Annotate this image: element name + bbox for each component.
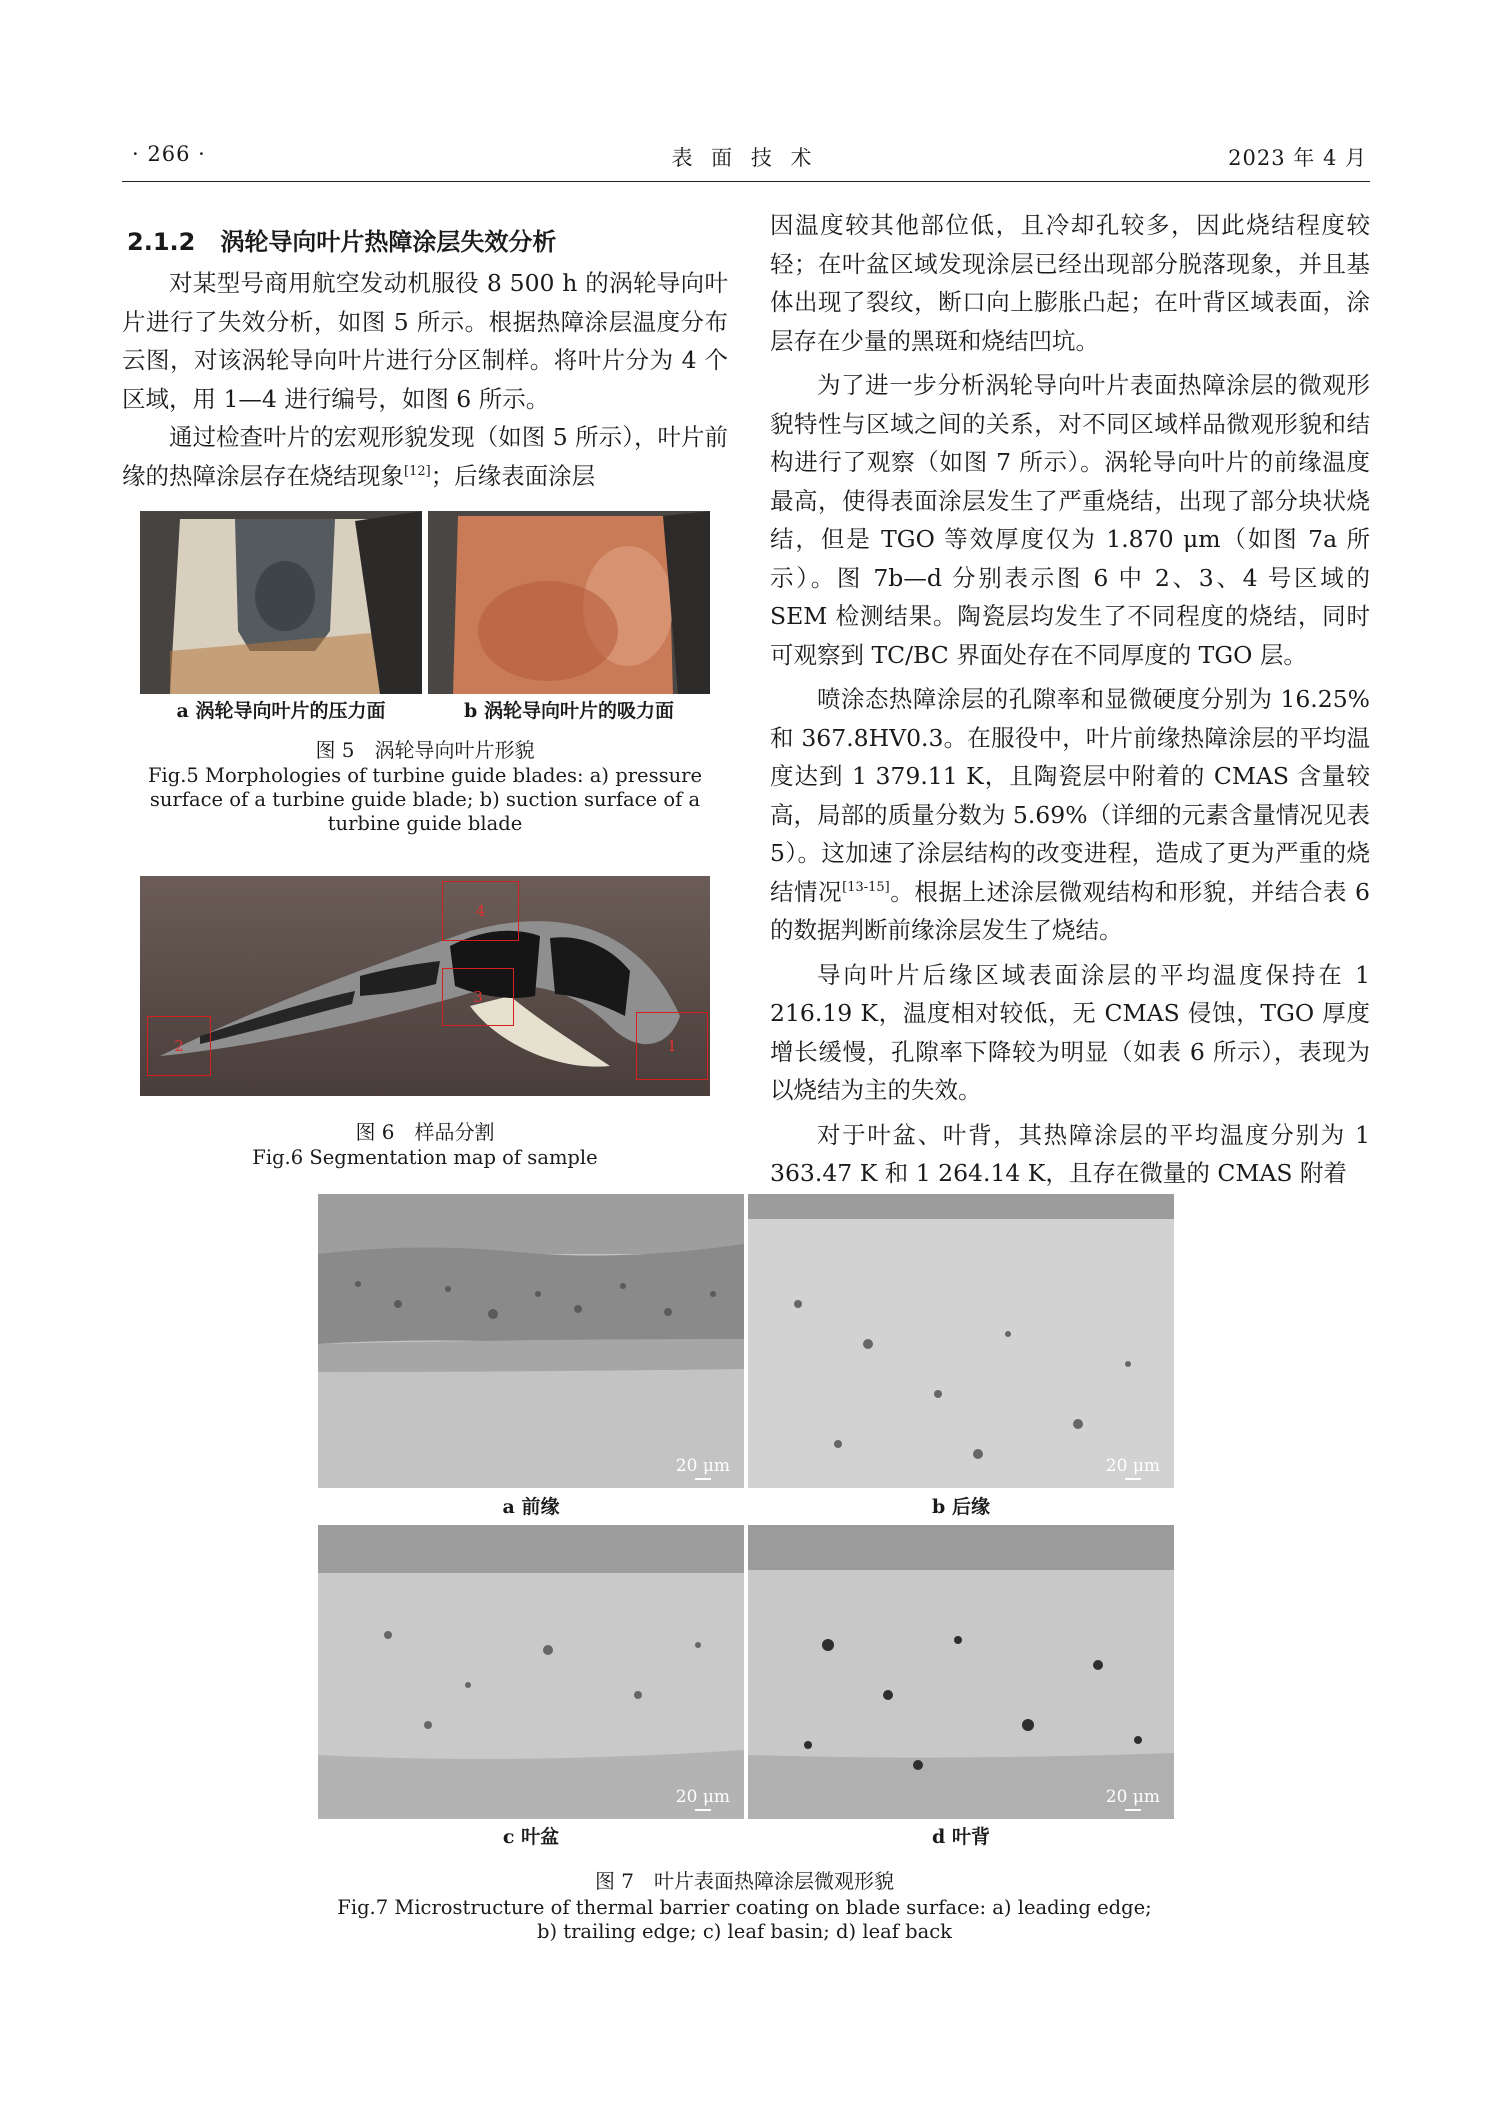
fig5b-photo (428, 511, 710, 694)
blade-pressure-surface-image (140, 511, 422, 694)
paragraph: 通过检查叶片的宏观形貌发现（如图 5 所示），叶片前缘的热障涂层存在烧结现象[12]；后缘表面涂层 (122, 423, 728, 490)
fig7-caption-en-line2: b) trailing edge; c) leaf basin; d) leaf back (536, 1920, 952, 1943)
issue-date: 2023 年 4 月 (1228, 146, 1367, 170)
paragraph: 对于叶盆、叶背，其热障涂层的平均温度分别为 1 363.47 K 和 1 264.14 K，且存在微量的 CMAS 附着 (770, 1120, 1370, 1187)
section-heading (127, 222, 556, 257)
sem-leaf-basin (318, 1525, 744, 1819)
fig6-caption-cn: 图 6 样品分割 (355, 1120, 495, 1144)
scale-bar: 20 μm (676, 1456, 730, 1480)
fig5a-label: a 涡轮导向叶片的压力面 (176, 700, 386, 722)
fig6-caption-en: Fig.6 Segmentation map of sample (252, 1146, 598, 1169)
fig7-caption-en-line1: Fig.7 Microstructure of thermal barrier coating on blade surface: a) leading edge; (337, 1896, 1152, 1919)
blade-cross-section-image (140, 876, 710, 1096)
scale-bar: 20 μm (1106, 1787, 1160, 1811)
paragraph: 为了进一步分析涡轮导向叶片表面热障涂层的微观形貌特性与区域之间的关系，对不同区域样品微观形貌和结构进行了观察（如图 7 所示）。涡轮导向叶片的前缘温度最高，使得表面涂层发生了严重烧结，出现了部分块状烧结，但是 TGO 等效厚度仅为 1.870 μm（如图 7a 所示）。图 7b—d 分别表示图 6 中 2、3、4 号区域的 SEM 检测结果。陶瓷层均发生了不同程度的烧结，同时可观察到 TC/BC 界面处存在不同厚度的 TGO 层。 (770, 371, 1370, 669)
fig7b-sem-image (748, 1194, 1174, 1488)
right-column (770, 206, 1370, 1193)
fig7a-sem-image (318, 1194, 744, 1488)
fig7d-label: d 叶背 (932, 1826, 990, 1848)
fig7d-sem-image (748, 1525, 1174, 1819)
citation[interactable]: [13-15] (842, 879, 890, 895)
section-number: 2.1.2 (127, 228, 196, 256)
fig5b-label: b 涡轮导向叶片的吸力面 (464, 700, 674, 722)
region-box-1: 1 (636, 1012, 708, 1080)
fig5-caption-cn: 图 5 涡轮导向叶片形貌 (315, 738, 535, 762)
fig7-caption-cn: 图 7 叶片表面热障涂层微观形貌 (594, 1869, 895, 1893)
scale-bar: 20 μm (1106, 1456, 1160, 1480)
fig7a-label: a 前缘 (502, 1496, 560, 1518)
fig7c-label: c 叶盆 (502, 1826, 560, 1848)
section-title: 涡轮导向叶片热障涂层失效分析 (220, 228, 557, 256)
blade-suction-surface-image (428, 511, 710, 694)
region-box-2: 2 (147, 1016, 211, 1076)
header-rule (122, 181, 1370, 182)
fig5a-photo (140, 511, 422, 694)
fig5-caption-en: Fig.5 Morphologies of turbine guide blades: a) pressure surface of a turbine guide blade; b) suction surface of a turbine guide blade (147, 764, 703, 835)
sem-trailing-edge (748, 1194, 1174, 1488)
sem-leaf-back (748, 1525, 1174, 1819)
paragraph: 对某型号商用航空发动机服役 8 500 h 的涡轮导向叶片进行了失效分析，如图 5 所示。根据热障涂层温度分布云图，对该涡轮导向叶片进行分区制样。将叶片分为 4 个区域，用 1—4 进行编号，如图 6 所示。 (122, 269, 728, 413)
journal-name: 表 面 技 术 (671, 146, 818, 170)
region-box-4: 4 (442, 881, 519, 941)
paragraph: 喷涂态热障涂层的孔隙率和显微硬度分别为 16.25%和 367.8HV0.3。在服役中，叶片前缘热障涂层的平均温度达到 1 379.11 K，且陶瓷层中附着的 CMAS 含量较高，局部的质量分数为 5.69%（详细的元素含量情况见表 5）。这加速了涂层结构的改变进程，造成了更为严重的烧结情况[13-15]。根据上述涂层微观结构和形貌，并结合表 6 的数据判断前缘涂层发生了烧结。 (770, 685, 1371, 944)
left-column (122, 264, 728, 495)
sem-leading-edge (318, 1194, 744, 1488)
paragraph: 因温度较其他部位低，且冷却孔较多，因此烧结程度较轻；在叶盆区域发现涂层已经出现部分脱落现象，并且基体出现了裂纹，断口向上膨胀凸起；在叶背区域表面，涂层存在少量的黑斑和烧结凹坑。 (770, 211, 1370, 355)
fig7b-label: b 后缘 (932, 1496, 990, 1518)
fig7c-sem-image (318, 1525, 744, 1819)
citation[interactable]: [12] (404, 463, 431, 479)
fig6-photo (140, 876, 710, 1096)
scale-bar: 20 μm (676, 1787, 730, 1811)
page-number: · 266 · (132, 142, 206, 166)
region-box-3: 3 (442, 968, 514, 1026)
paragraph: 导向叶片后缘区域表面涂层的平均温度保持在 1 216.19 K，温度相对较低，无 CMAS 侵蚀，TGO 厚度增长缓慢，孔隙率下降较为明显（如表 6 所示），表现为以烧结为主的失效。 (770, 960, 1370, 1104)
